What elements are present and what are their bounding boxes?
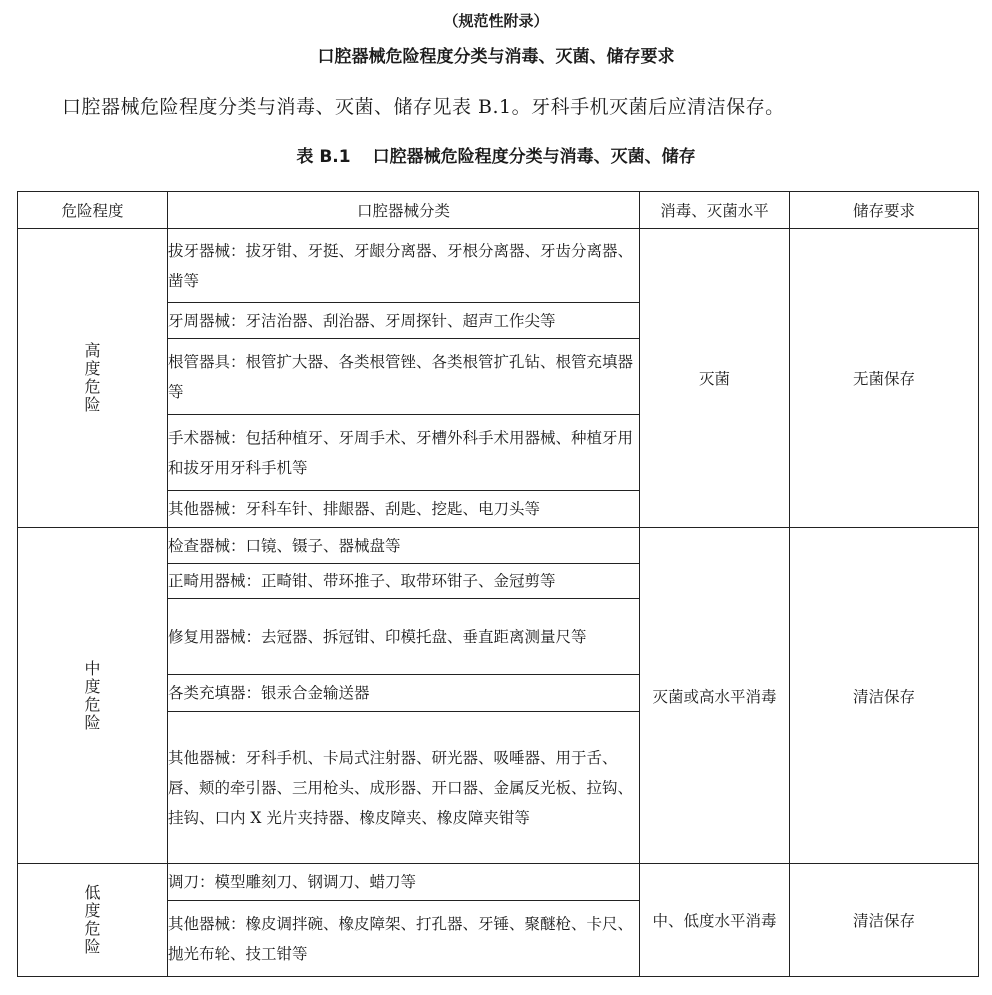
item-cell: 正畸用器械：正畸钳、带环推子、取带环钳子、金冠剪等 — [168, 564, 640, 599]
item-cell: 调刀：模型雕刻刀、钢调刀、蜡刀等 — [168, 864, 640, 901]
disinfection-cell-medium: 灭菌或高水平消毒 — [640, 528, 790, 864]
table-caption — [0, 142, 992, 167]
annex-title: 口腔器械危险程度分类与消毒、灭菌、储存要求 — [317, 47, 675, 67]
storage-cell-high: 无菌保存 — [790, 229, 979, 528]
header-storage: 储存要求 — [790, 192, 979, 229]
level-cell-low: 低度危险 — [18, 864, 168, 977]
header-disinfection: 消毒、灭菌水平 — [640, 192, 790, 229]
item-cell: 其他器械：牙科车针、排龈器、刮匙、挖匙、电刀头等 — [168, 491, 640, 528]
item-cell: 拔牙器械：拔牙钳、牙挺、牙龈分离器、牙根分离器、牙齿分离器、凿等 — [168, 229, 640, 303]
item-cell: 各类充填器：银汞合金输送器 — [168, 675, 640, 712]
level-cell-high: 高度危险 — [18, 229, 168, 528]
header-level: 危险程度 — [18, 192, 168, 229]
storage-cell-low: 清洁保存 — [790, 864, 979, 977]
item-cell: 其他器械：橡皮调拌碗、橡皮障架、打孔器、牙锤、聚醚枪、卡尺、抛光布轮、技工钳等 — [168, 901, 640, 977]
item-cell: 检查器械：口镜、镊子、器械盘等 — [168, 528, 640, 564]
disinfection-cell-high: 灭菌 — [640, 229, 790, 528]
table-header-row — [18, 192, 979, 229]
table-row — [18, 864, 979, 901]
table-title: 口腔器械危险程度分类与消毒、灭菌、储存 — [372, 147, 696, 167]
item-cell: 牙周器械：牙洁治器、刮治器、牙周探针、超声工作尖等 — [168, 303, 640, 339]
annex-label: （规范性附录） — [443, 12, 549, 30]
item-cell: 根管器具：根管扩大器、各类根管锉、各类根管扩孔钻、根管充填器等 — [168, 339, 640, 415]
header-category: 口腔器械分类 — [168, 192, 640, 229]
item-cell: 其他器械：牙科手机、卡局式注射器、研光器、吸唾器、用于舌、唇、颊的牵引器、三用枪头、成形器、开口器、金属反光板、拉钩、挂钩、口内 X 光片夹持器、橡皮障夹、橡皮障夹钳等 — [168, 712, 640, 864]
classification-table — [17, 191, 979, 977]
item-cell: 修复用器械：去冠器、拆冠钳、印模托盘、垂直距离测量尺等 — [168, 599, 640, 675]
level-cell-medium: 中度危险 — [18, 528, 168, 864]
item-cell: 手术器械：包括种植牙、牙周手术、牙槽外科手术用器械、种植牙用和拔牙用牙科手机等 — [168, 415, 640, 491]
storage-cell-medium: 清洁保存 — [790, 528, 979, 864]
disinfection-cell-low: 中、低度水平消毒 — [640, 864, 790, 977]
intro-paragraph: 口腔器械危险程度分类与消毒、灭菌、储存见表 B.1。牙科手机灭菌后应清洁保存。 — [62, 96, 785, 118]
table-row — [18, 528, 979, 564]
table-number: 表 B.1 — [296, 147, 351, 167]
table-row — [18, 229, 979, 303]
